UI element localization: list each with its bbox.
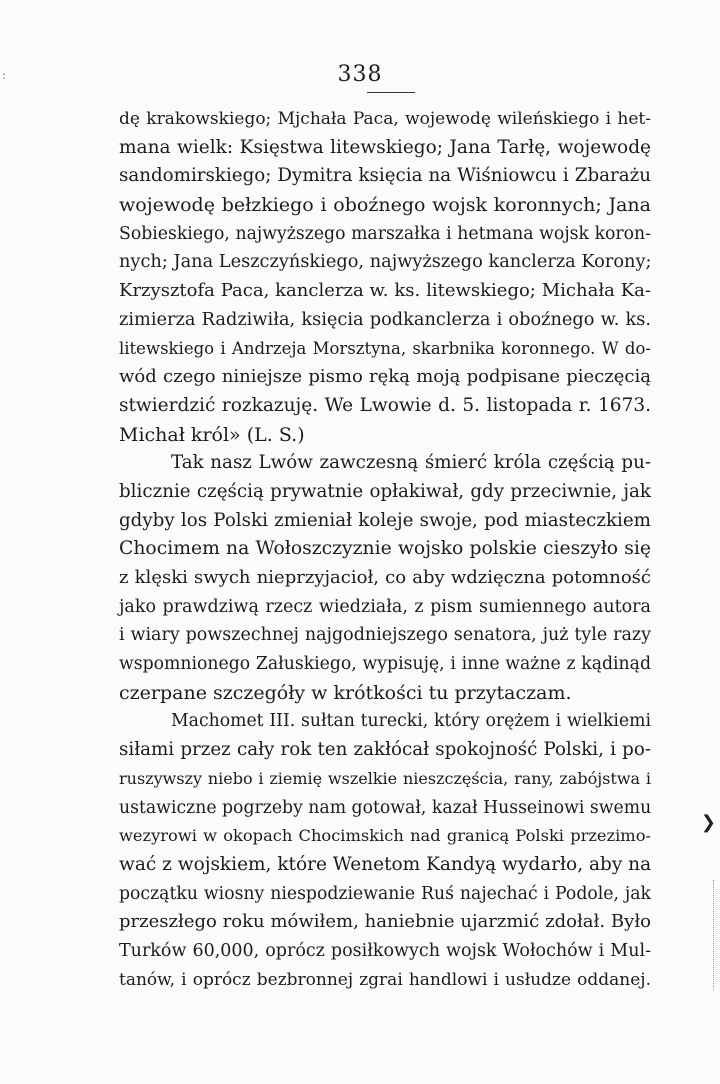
text-line: gdyby los Polski zmieniał koleje swoje, pod miasteczkiem bbox=[119, 509, 651, 531]
text-line: ustawiczne pogrzeby nam gotował, kazał Husseinowi swemu bbox=[119, 797, 652, 818]
text-line: Chocimem na Wołoszczyznie wojsko polskie cieszyło się bbox=[119, 538, 651, 560]
text-line: tanów, i oprócz bezbronnej zgrai handlowi i usłudze oddanej. bbox=[119, 969, 651, 990]
text-line: zimierza Radziwiła, księcia podkanclerza i oboźnego w. ks. bbox=[119, 309, 651, 330]
text-line: litewskiego i Andrzeja Morsztyna, skarbnika koronnego. W do- bbox=[119, 338, 651, 358]
text-line: Michał król» (L. S.) bbox=[119, 423, 305, 446]
text-line: sandomirskiego; Dymitra księcia na Wiśniowcu i Zbarażu bbox=[119, 165, 651, 187]
text-line: jako prawdziwą rzecz wiedziała, z pism sumiennego autora bbox=[119, 596, 651, 617]
page-number: 338 bbox=[337, 62, 383, 87]
text-line: Krzysztofa Paca, kanclerza w. ks. litewskiego; Michała Ka- bbox=[119, 280, 651, 302]
text-line: wezyrowi w okopach Chocimskich nad granicą Polski przezimo- bbox=[119, 826, 651, 846]
left-margin-mark: : bbox=[2, 68, 7, 82]
text-line: ruszywszy niebo i ziemię wszelkie nieszczęścia, rany, zabójstwa i bbox=[119, 768, 651, 788]
text-line: nych; Jana Leszczyńskiego, najwyższego kanclerza Korony; bbox=[119, 252, 652, 273]
text-line: wspomnionego Załuskiego, wypisuję, i inne ważne z kądinąd bbox=[119, 654, 651, 675]
text-line: Turków 60,000, oprócz posiłkowych wojsk Wołochów i Mul- bbox=[119, 940, 651, 961]
text-line: siłami przez cały rok ten zakłócał spokojność Polski, i po- bbox=[119, 739, 651, 761]
text-line: wać z wojskiem, które Wenetom Kandyą wydarło, aby na bbox=[119, 853, 652, 875]
page-edge-mark bbox=[713, 880, 714, 990]
text-line: początku wiosny niespodziewanie Ruś najechać i Podole, jak bbox=[119, 883, 651, 904]
text-line: czerpane szczegóły w krótkości tu przytaczam. bbox=[119, 681, 572, 704]
body-text bbox=[119, 105, 651, 994]
text-line: Sobieskiego, najwyższego marszałka i hetmana wojsk koron- bbox=[119, 223, 651, 244]
text-line: stwierdzić rozkazuję. We Lwowie d. 5. listopada r. 1673. bbox=[119, 394, 651, 416]
paragraph-start-line: Tak nasz Lwów zawczesną śmierć króla częścią pu- bbox=[171, 452, 651, 474]
text-line: wojewodę bełzkiego i oboźnego wojsk koronnych; Jana bbox=[119, 194, 651, 217]
text-line: wód czego niniejsze pismo ręką moją podpisane pieczęcią bbox=[119, 366, 651, 388]
text-line: przeszłego roku mówiłem, haniebnie ujarzmić zdołał. Było bbox=[119, 911, 651, 933]
page-number-rule bbox=[367, 92, 415, 93]
right-margin-mark: ❯ bbox=[700, 812, 716, 833]
text-line: dę krakowskiego; Mjchała Paca, wojewodę wileńskiego i het- bbox=[119, 109, 651, 129]
text-line: blicznie częścią prywatnie opłakiwał, gdy przeciwnie, jak bbox=[119, 480, 651, 502]
paragraph-start-line: Machomet III. sułtan turecki, który orężem i wielkiemi bbox=[171, 711, 651, 732]
text-line: mana wielk: Księstwa litewskiego; Jana Tarłę, wojewodę bbox=[119, 136, 651, 158]
text-line: i wiary powszechnej najgodniejszego senatora, już tyle razy bbox=[119, 625, 651, 646]
text-line: z klęski swych nieprzyjacioł, co aby wdzięczna potomność bbox=[119, 567, 651, 588]
